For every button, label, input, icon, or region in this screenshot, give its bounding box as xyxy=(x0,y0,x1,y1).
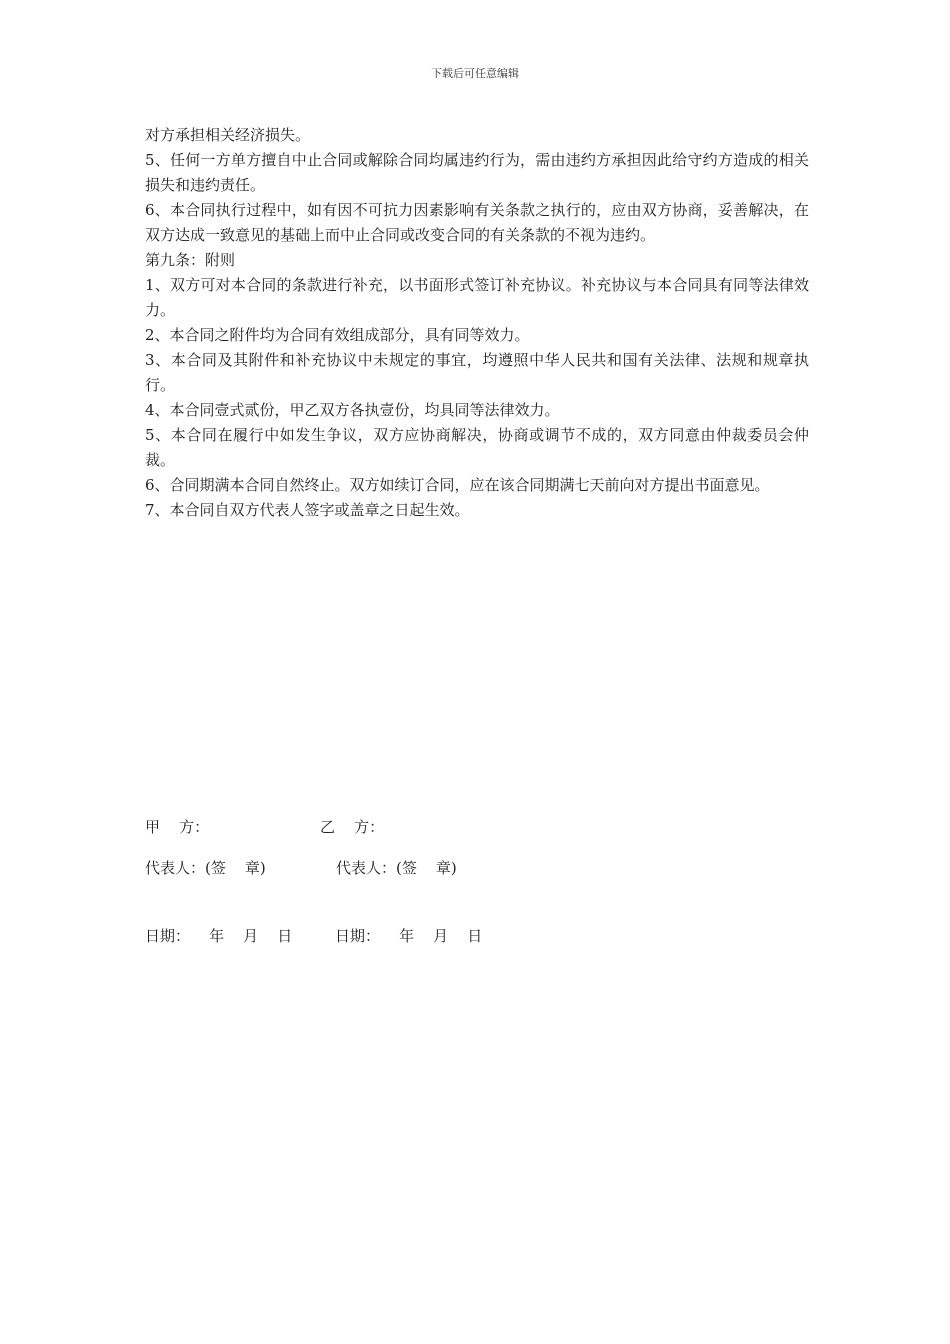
paragraph: 5、任何一方单方擅自中止合同或解除合同均属违约行为，需由违约方承担因此给守约方造成的相关损失和违约责任。 xyxy=(145,151,809,194)
paragraph: 1、双方可对本合同的条款进行补充，以书面形式签订补充协议。补充协议与本合同具有同等法律效力。 xyxy=(145,276,809,319)
paragraph: 2、本合同之附件均为合同有效组成部分，具有同等效力。 xyxy=(145,326,530,344)
party-b-label: 乙 方： xyxy=(320,818,385,836)
paragraph: 6、合同期满本合同自然终止。双方如续订合同，应在该合同期满七天前向对方提出书面意见。 xyxy=(145,476,770,494)
party-b-representative: 代表人：(签 章) xyxy=(336,859,457,877)
paragraph: 4、本合同壹式贰份，甲乙双方各执壹份，均具同等法律效力。 xyxy=(145,401,560,419)
party-b-date: 日期： 年 月 日 xyxy=(335,927,483,945)
paragraph: 5、本合同在履行中如发生争议，双方应协商解决，协商或调节不成的，双方同意由仲裁委员会仲裁。 xyxy=(145,426,809,469)
party-a-label: 甲 方： xyxy=(145,818,210,836)
party-a-date: 日期： 年 月 日 xyxy=(145,927,293,945)
page-header: 下载后可任意编辑 xyxy=(431,67,519,80)
contract-body xyxy=(145,123,809,523)
paragraph: 3、本合同及其附件和补充协议中未规定的事宜，均遵照中华人民共和国有关法律、法规和规章执行。 xyxy=(145,351,809,394)
paragraph: 7、本合同自双方代表人签字或盖章之日起生效。 xyxy=(145,501,470,519)
party-a-representative: 代表人：(签 章) xyxy=(145,859,266,877)
section-heading: 第九条：附则 xyxy=(145,251,236,269)
paragraph: 6、本合同执行过程中，如有因不可抗力因素影响有关条款之执行的，应由双方协商，妥善解决，在双方达成一致意见的基础上而中止合同或改变合同的有关条款的不视为违约。 xyxy=(145,201,809,244)
paragraph: 对方承担相关经济损失。 xyxy=(145,126,311,144)
